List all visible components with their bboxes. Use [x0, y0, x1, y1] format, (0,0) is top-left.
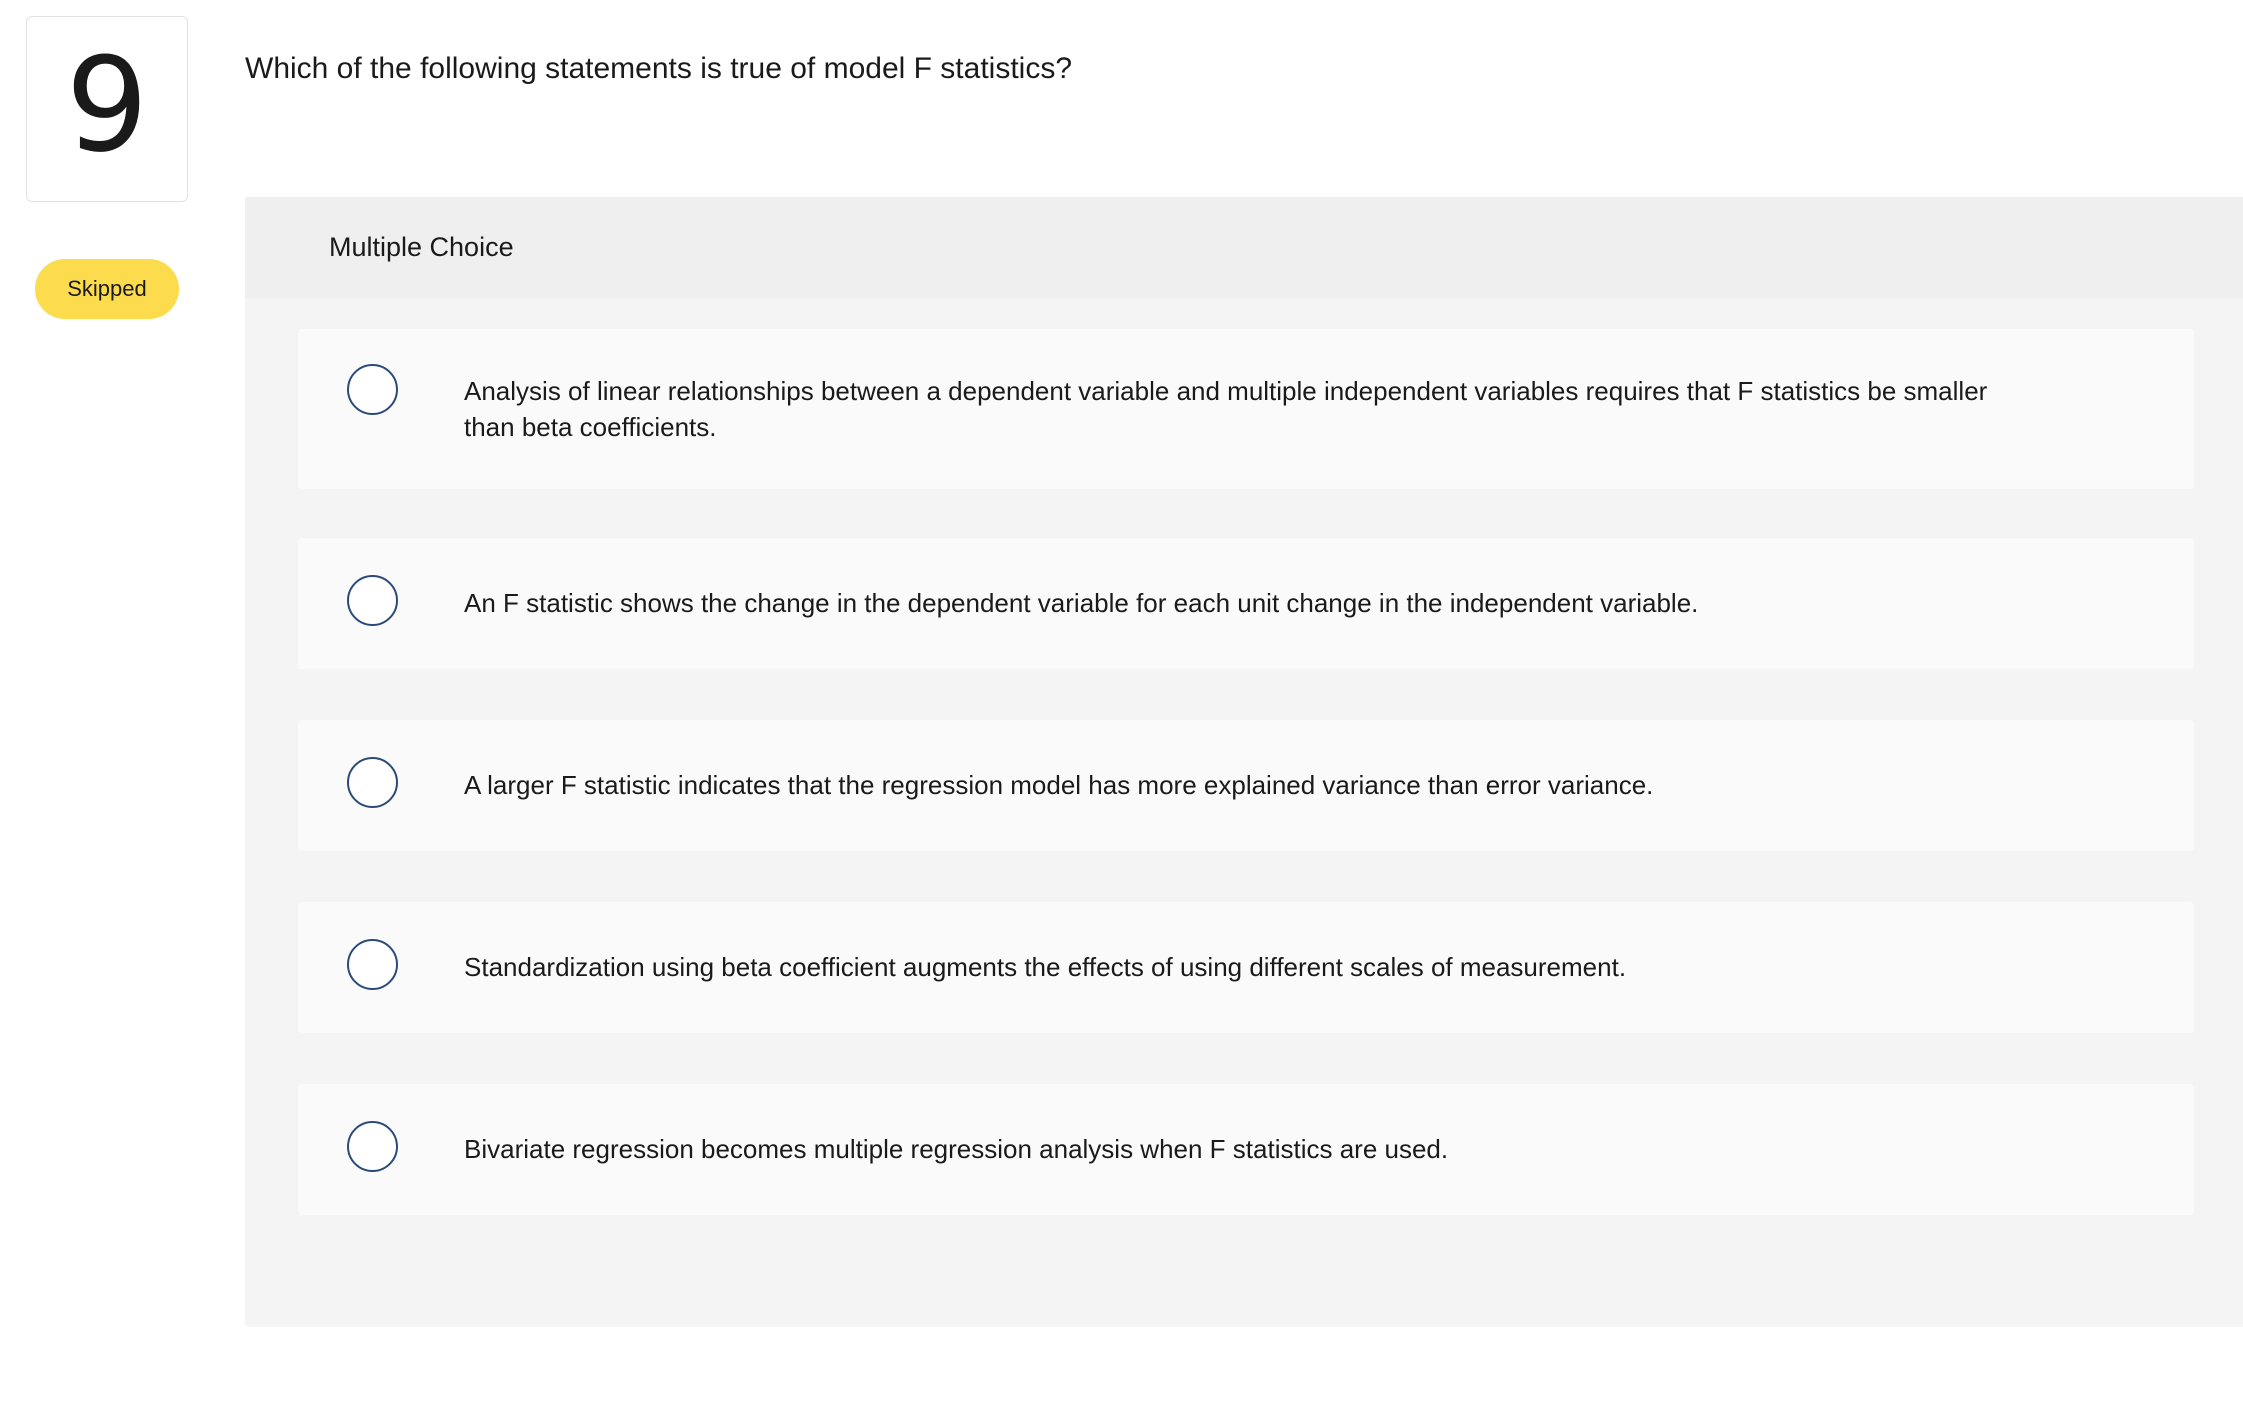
choices-panel	[245, 197, 2243, 1327]
answer-option-label: A larger F statistic indicates that the regression model has more explained variance than error variance.	[464, 770, 1654, 800]
radio-button-icon[interactable]	[347, 1121, 398, 1172]
radio-button-icon[interactable]	[347, 757, 398, 808]
answer-option-2[interactable]	[298, 538, 2194, 669]
question-type-label: Multiple Choice	[329, 232, 514, 262]
answer-option-label: Standardization using beta coefficient augments the effects of using different scales of measurement.	[464, 952, 1627, 982]
radio-button-icon[interactable]	[347, 939, 398, 990]
question-number: 9	[65, 29, 149, 181]
answer-option-4[interactable]	[298, 902, 2194, 1033]
answer-option-1[interactable]	[298, 329, 2194, 489]
choices-header	[245, 197, 2243, 298]
question-number-box	[26, 16, 188, 202]
radio-button-icon[interactable]	[347, 575, 398, 626]
answer-option-3[interactable]	[298, 720, 2194, 851]
radio-button-icon[interactable]	[347, 364, 398, 415]
status-badge: Skipped	[35, 259, 179, 319]
answer-option-label: An F statistic shows the change in the dependent variable for each unit change in the independent variable.	[464, 588, 1699, 618]
answer-option-label: Analysis of linear relationships between a dependent variable and multiple independent variables requires that F statistics be smaller than beta coefficients.	[464, 376, 1988, 442]
answer-option-label: Bivariate regression becomes multiple regression analysis when F statistics are used.	[464, 1134, 1449, 1164]
question-prompt: Which of the following statements is true of model F statistics?	[245, 52, 1073, 85]
answer-option-5[interactable]	[298, 1084, 2194, 1215]
